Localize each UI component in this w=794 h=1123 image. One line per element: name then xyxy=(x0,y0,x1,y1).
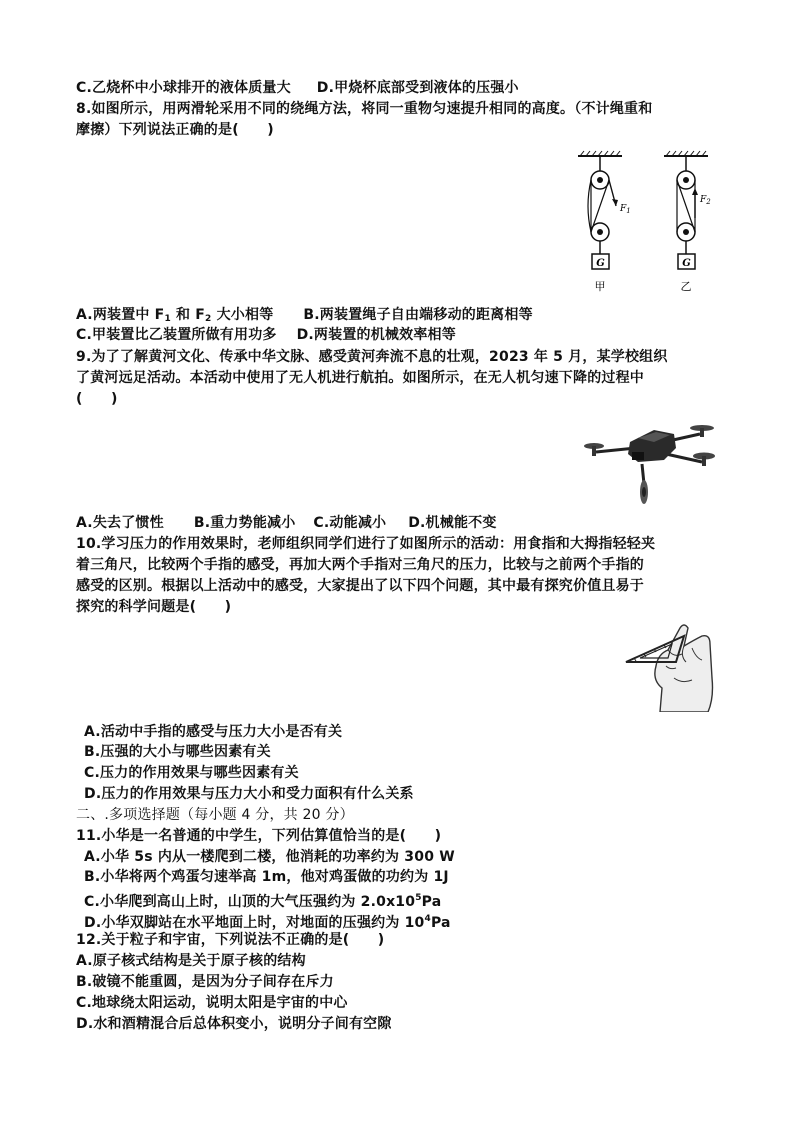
q8-option-c: C.甲装置比乙装置所做有用功多 xyxy=(76,327,277,343)
pulley-figure xyxy=(570,148,720,298)
q11-stem: 11.小华是一名普通的中学生，下列估算值恰当的是( ) xyxy=(76,828,442,844)
section-multi-choice-heading: 二、.多项选择题（每小题 4 分，共 20 分） xyxy=(76,807,354,823)
q9-option-c: C.动能减小 xyxy=(313,515,387,531)
q10-stem-line4: 探究的科学问题是( ) xyxy=(76,599,232,615)
q7-option-d: D.甲烧杯底部受到液体的压强小 xyxy=(316,80,519,96)
q9-stem-line2: 了黄河远足活动。本活动中使用了无人机进行航拍。如图所示，在无人机匀速下降的过程中 xyxy=(76,370,644,386)
q9-option-a: A.失去了惯性 xyxy=(76,515,164,531)
q12-option-a: A.原子核式结构是关于原子核的结构 xyxy=(76,953,306,969)
q8-option-b: B.两装置绳子自由端移动的距离相等 xyxy=(303,307,533,323)
q9-stem-line1: 9.为了了解黄河文化、传承中华文脉、感受黄河奔流不息的壮观，2023 年 5 月，某学校组织 xyxy=(76,349,668,365)
figure-label-jia: 甲 xyxy=(594,280,606,293)
q8-stem-line1: 8.如图所示，用两滑轮采用不同的绕绳方法，将同一重物匀速提升相同的高度。（不计绳重和 xyxy=(76,101,653,117)
figure-label-yi: 乙 xyxy=(680,280,692,293)
q11-option-c: C.小华爬到高山上时，山顶的大气压强约为 $2.0x10^5Pa$ xyxy=(84,893,442,910)
q10-option-a: A.活动中手指的感受与压力大小是否有关 xyxy=(84,724,343,740)
q11-option-d: D.小华双脚站在水平地面上时，对地面的压强约为 $10^4Pa$ xyxy=(84,914,451,931)
q8-option-a: A.两装置中 $F_1$ 和 $F_2$ 大小相等 xyxy=(76,307,274,324)
q12-option-c: C.地球绕太阳运动，说明太阳是宇宙的中心 xyxy=(76,995,348,1011)
q12-option-d: D.水和酒精混合后总体积变小，说明分子间有空隙 xyxy=(76,1016,392,1032)
q10-stem-line1: 10.学习压力的作用效果时，老师组织同学们进行了如图所示的活动：用食指和大拇指轻轻夹 xyxy=(76,536,656,552)
q10-option-d: D.压力的作用效果与压力大小和受力面积有什么关系 xyxy=(84,786,414,802)
q10-stem-line2: 着三角尺，比较两个手指的感受，再加大两个手指对三角尺的压力，比较与之前两个手指的 xyxy=(76,557,644,573)
q8-stem-line2: 摩擦）下列说法正确的是( ) xyxy=(76,122,274,138)
q8-option-d: D.两装置的机械效率相等 xyxy=(296,327,456,343)
q9-options xyxy=(76,513,497,533)
q10-option-b: B.压强的大小与哪些因素有关 xyxy=(84,744,271,760)
q7-options-cd xyxy=(76,78,519,98)
q12-stem: 12.关于粒子和宇宙，下列说法不正确的是( ) xyxy=(76,932,385,948)
q9-option-d: D.机械能不变 xyxy=(408,515,497,531)
force-label-f1: $F_1$ xyxy=(620,204,631,215)
drone-figure xyxy=(582,412,716,507)
q10-stem-line3: 感受的区别。根据以上活动中的感受，大家提出了以下四个问题，其中最有探究价值且易于 xyxy=(76,578,644,594)
q11-option-b: B.小华将两个鸡蛋匀速举高 1m，他对鸡蛋做的功约为 1J xyxy=(84,869,449,885)
weight-label-jia: G xyxy=(596,258,605,269)
q9-stem-line3: ( ) xyxy=(76,391,118,407)
q10-option-c: C.压力的作用效果与哪些因素有关 xyxy=(84,765,299,781)
q11-option-a: A.小华 5s 内从一楼爬到二楼，他消耗的功率约为 300 W xyxy=(84,849,455,865)
hand-triangle-figure xyxy=(622,618,718,712)
force-label-f2: $F_2$ xyxy=(700,195,711,206)
q7-option-c: C.乙烧杯中小球排开的液体质量大 xyxy=(76,80,291,96)
q12-option-b: B.破镜不能重圆，是因为分子间存在斥力 xyxy=(76,974,334,990)
q8-options-cd xyxy=(76,325,456,345)
q9-option-b: B.重力势能减小 xyxy=(193,515,296,531)
weight-label-yi: G xyxy=(682,258,691,269)
